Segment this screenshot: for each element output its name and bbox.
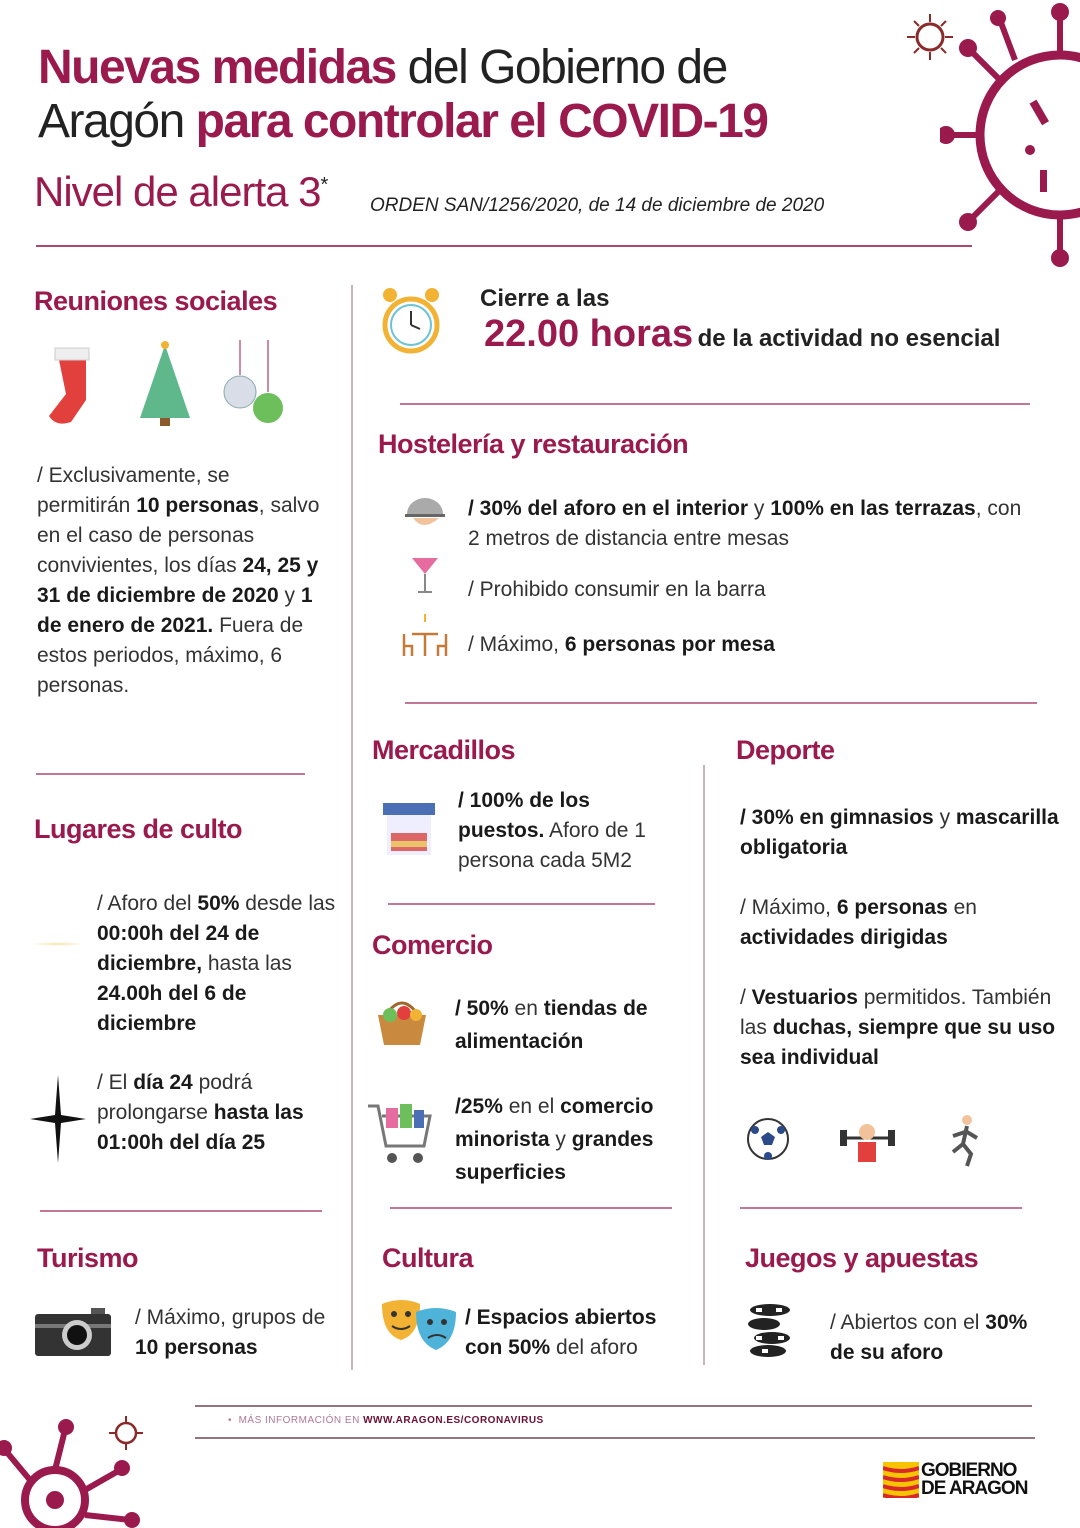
mercadillos-text bbox=[458, 786, 678, 876]
alert-level-text: Nivel de alerta 3 bbox=[34, 168, 321, 215]
hosteleria-item-2 bbox=[468, 575, 1028, 605]
christmas-stocking-icon bbox=[49, 348, 89, 424]
order-reference: ORDEN SAN/1256/2020, de 14 de diciembre de 2020 bbox=[370, 195, 825, 216]
text: / Prohibido consumir en la barra bbox=[468, 578, 766, 601]
bold-text: / 30% en gimnasios bbox=[740, 806, 934, 829]
divider bbox=[740, 1207, 1022, 1209]
section-title-juegos: Juegos y apuestas bbox=[745, 1243, 979, 1273]
small-virus-icon bbox=[108, 1415, 144, 1451]
bold-text: / 100% de los puestos. bbox=[458, 789, 590, 842]
bold-text: para controlar el COVID-19 bbox=[195, 95, 768, 148]
aragon-flag-icon bbox=[883, 1462, 919, 1498]
culto-text-2 bbox=[97, 1068, 337, 1158]
casino-chips-icon bbox=[748, 1302, 792, 1358]
bold-text: 00:00h del 24 de diciembre, bbox=[97, 922, 260, 975]
text: Fuera de estos periodos, máximo, 6 personas. bbox=[37, 614, 304, 697]
footer-divider bbox=[195, 1405, 1032, 1407]
text: y bbox=[278, 584, 301, 607]
christmas-decor-icons bbox=[40, 340, 290, 430]
bold-text: 6 personas por mesa bbox=[564, 633, 775, 656]
text: permitidos. También las bbox=[740, 986, 1052, 1039]
cierre-line-2 bbox=[484, 313, 1000, 356]
bold-text: 10 personas bbox=[136, 494, 259, 517]
cierre-time: 22.00 horas bbox=[484, 313, 694, 355]
divider bbox=[40, 1210, 322, 1212]
weightlifter-icon bbox=[840, 1124, 895, 1162]
camera-icon bbox=[35, 1308, 111, 1356]
light-sparkle-icon bbox=[30, 942, 85, 946]
header-divider bbox=[36, 245, 972, 247]
divider bbox=[388, 903, 655, 905]
section-title-turismo: Turismo bbox=[37, 1243, 139, 1273]
text: podrá prolongarse bbox=[97, 1071, 253, 1124]
alert-asterisk: * bbox=[320, 174, 328, 196]
christmas-ornaments-icon bbox=[224, 340, 283, 423]
bold-text: 10 personas bbox=[135, 1336, 258, 1359]
virus-icon bbox=[940, 0, 1080, 270]
more-info-prefix: MÁS INFORMACIÓN EN bbox=[238, 1415, 364, 1426]
section-title-reuniones: Reuniones sociales bbox=[34, 286, 278, 316]
text: , con 2 metros de distancia entre mesas bbox=[468, 497, 1022, 550]
bold-text: día 24 bbox=[133, 1071, 193, 1094]
bold-text: tiendas de alimentación bbox=[455, 997, 648, 1053]
title-line-1 bbox=[38, 40, 727, 95]
section-title-culto: Lugares de culto bbox=[34, 814, 243, 844]
bold-text: 6 personas bbox=[836, 896, 948, 919]
table-chairs-icon bbox=[400, 612, 450, 658]
text: y bbox=[748, 497, 771, 520]
column-divider bbox=[351, 285, 353, 1370]
sport-icons bbox=[745, 1112, 985, 1170]
bold-text: actividades dirigidas bbox=[740, 926, 948, 949]
bold-text: / 30% del aforo en el interior bbox=[468, 497, 749, 520]
text: Aragón bbox=[38, 95, 196, 148]
comercio-item-2 bbox=[455, 1090, 700, 1189]
bold-text: hasta las 01:00h del día 25 bbox=[97, 1101, 304, 1154]
bold-text: grandes superficies bbox=[455, 1128, 654, 1184]
text: y bbox=[933, 806, 956, 829]
text: / Aforo del bbox=[97, 892, 198, 915]
bold-text: / 50% bbox=[455, 997, 509, 1020]
column-divider bbox=[703, 765, 705, 1365]
bold-text: Vestuarios bbox=[751, 986, 858, 1009]
text: y bbox=[549, 1128, 572, 1151]
food-basket-icon bbox=[376, 993, 428, 1047]
section-title-cultura: Cultura bbox=[382, 1243, 473, 1273]
title-line-2 bbox=[38, 94, 767, 149]
bold-text: 50% bbox=[197, 892, 240, 915]
reuniones-text bbox=[37, 461, 322, 701]
juegos-text bbox=[830, 1308, 1050, 1368]
divider bbox=[390, 1207, 672, 1209]
deporte-item-2 bbox=[740, 893, 1060, 953]
text: hasta las bbox=[202, 952, 292, 975]
deporte-item-3 bbox=[740, 983, 1060, 1073]
bold-text: 24.00h del 6 de diciembre bbox=[97, 982, 247, 1035]
runner-icon bbox=[953, 1115, 977, 1166]
bold-text: / Espacios abiertos con 50% bbox=[465, 1306, 657, 1359]
hosteleria-item-1 bbox=[468, 494, 1038, 554]
logo-line-1: GOBIERNO bbox=[921, 1460, 1017, 1481]
more-info: • MÁS INFORMACIÓN EN WWW.ARAGON.ES/CORONAVIRUS bbox=[228, 1415, 544, 1426]
text: / Máximo, bbox=[468, 633, 565, 656]
text: del aforo bbox=[550, 1336, 638, 1359]
text: en el bbox=[502, 1095, 561, 1118]
divider bbox=[405, 702, 1037, 704]
text: del Gobierno de bbox=[395, 41, 727, 94]
footer-divider bbox=[195, 1437, 1035, 1439]
bold-text: 100% en las terrazas bbox=[770, 497, 976, 520]
text: Aforo de 1 persona cada 5M2 bbox=[458, 819, 646, 872]
section-title-comercio: Comercio bbox=[372, 930, 493, 960]
section-title-mercadillos: Mercadillos bbox=[372, 735, 516, 765]
bold-text: duchas, siempre que su uso sea individual bbox=[740, 1016, 1056, 1069]
cierre-line-1: Cierre a las bbox=[480, 285, 610, 312]
cultura-text bbox=[465, 1303, 695, 1363]
alarm-clock-icon bbox=[380, 283, 442, 357]
logo-line-2: DE ARAGON bbox=[921, 1478, 1028, 1499]
small-virus-icon bbox=[905, 12, 955, 62]
turismo-text bbox=[135, 1303, 335, 1363]
culto-text-1 bbox=[97, 889, 345, 1039]
bold-text: Nuevas medidas bbox=[38, 41, 396, 94]
gobierno-aragon-logo bbox=[883, 1462, 1027, 1498]
deporte-item-1 bbox=[740, 803, 1060, 863]
divider bbox=[36, 773, 305, 775]
food-cloche-icon bbox=[403, 492, 447, 534]
section-title-hosteleria: Hostelería y restauración bbox=[378, 429, 689, 459]
theater-masks-icon bbox=[380, 1298, 458, 1354]
bold-text: 30% de su aforo bbox=[830, 1311, 1028, 1364]
text: / bbox=[740, 986, 752, 1009]
text: / Abiertos con el bbox=[830, 1311, 986, 1334]
bold-text: 24, 25 y 31 de diciembre de 2020 bbox=[37, 554, 319, 607]
comercio-item-1 bbox=[455, 992, 695, 1058]
text: / Máximo, grupos de bbox=[135, 1306, 326, 1329]
text: en bbox=[508, 997, 544, 1020]
christmas-tree-icon bbox=[140, 341, 190, 426]
section-title-deporte: Deporte bbox=[736, 735, 835, 765]
divider bbox=[400, 403, 1030, 405]
bold-text: /25% bbox=[455, 1095, 503, 1118]
text: desde las bbox=[239, 892, 336, 915]
star-icon bbox=[30, 1075, 86, 1163]
soccer-ball-icon bbox=[748, 1119, 788, 1160]
text: / Exclusivamente, se permitirán bbox=[37, 464, 230, 517]
text: / El bbox=[97, 1071, 134, 1094]
text: / Máximo, bbox=[740, 896, 837, 919]
text: en bbox=[947, 896, 977, 919]
shopping-cart-icon bbox=[368, 1100, 432, 1166]
bold-text: 1 de enero de 2021. bbox=[37, 584, 313, 637]
hosteleria-item-3 bbox=[468, 630, 1028, 660]
cierre-rest: de la actividad no esencial bbox=[697, 325, 1001, 352]
market-stall-icon bbox=[383, 803, 435, 857]
bold-text: mascarilla obligatoria bbox=[740, 806, 1059, 859]
cocktail-icon bbox=[410, 552, 440, 596]
alert-level bbox=[34, 168, 327, 216]
bold-text: comercio minorista bbox=[455, 1095, 654, 1151]
text: , salvo en el caso de personas convivientes, los días bbox=[37, 494, 320, 577]
more-info-link[interactable]: WWW.ARAGON.ES/CORONAVIRUS bbox=[363, 1415, 544, 1426]
